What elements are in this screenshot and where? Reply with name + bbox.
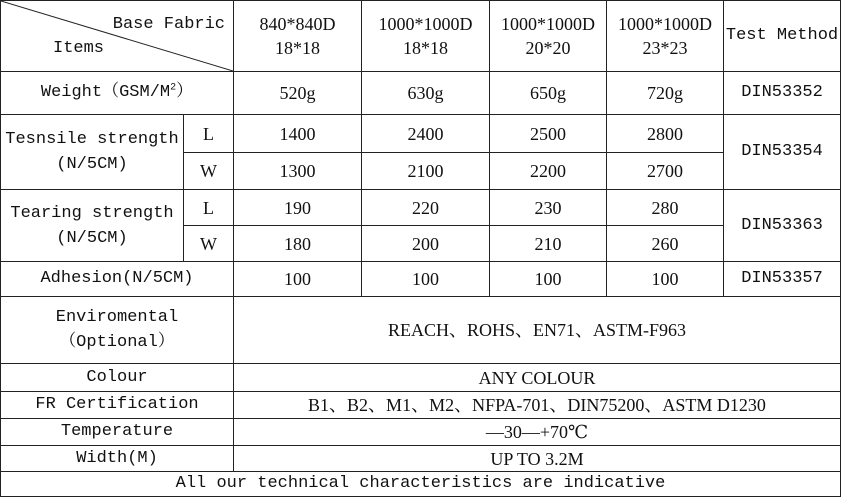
- colour-value: ANY COLOUR: [234, 364, 841, 392]
- temperature-value: —30—+70℃: [234, 419, 841, 446]
- weight-row: [1, 72, 841, 115]
- adhesion-value: 100: [490, 262, 607, 297]
- weight-value: 720g: [607, 72, 724, 115]
- items-label: Items: [53, 39, 105, 58]
- tearing-value: 260: [607, 226, 724, 262]
- tensile-value: 1400: [234, 115, 362, 153]
- width-row: [1, 446, 841, 472]
- column-header-1000d-18: [362, 1, 490, 72]
- tensile-value: 1300: [234, 153, 362, 190]
- base-fabric-label: Base Fabric: [112, 15, 225, 34]
- direction-w: W: [184, 226, 234, 262]
- tensile-method: DIN53354: [724, 115, 841, 190]
- column-header-line2: 18*18: [403, 38, 448, 58]
- adhesion-method: DIN53357: [724, 262, 841, 297]
- weight-method: DIN53352: [724, 72, 841, 115]
- width-label: Width(M): [1, 446, 234, 472]
- tearing-value: 220: [362, 190, 490, 226]
- adhesion-row: [1, 262, 841, 297]
- column-header-line2: 23*23: [642, 38, 688, 58]
- adhesion-value: 100: [234, 262, 362, 297]
- tensile-row-l: [1, 115, 841, 153]
- weight-label: $Weight(GSM/M^2)$: [1, 72, 234, 115]
- direction-l: L: [184, 190, 234, 226]
- tensile-value: 2200: [490, 153, 607, 190]
- column-header-840d: [234, 1, 362, 72]
- tearing-value: 280: [607, 190, 724, 226]
- tearing-value: 210: [490, 226, 607, 262]
- tearing-method: DIN53363: [724, 190, 841, 262]
- tensile-value: 2500: [490, 115, 607, 153]
- weight-value: 630g: [362, 72, 490, 115]
- fr-certification-label: FR Certification: [1, 392, 234, 419]
- tearing-row-l: [1, 190, 841, 226]
- tensile-label: Tesnsile strength (N/5CM): [1, 115, 184, 190]
- tearing-value: 230: [490, 190, 607, 226]
- header-corner-cell: [1, 1, 234, 72]
- superscript-2: 2: [170, 82, 177, 94]
- header-row: [1, 1, 841, 72]
- test-method-header: Test Method: [724, 1, 841, 72]
- footer-row: [1, 472, 841, 497]
- adhesion-label: Adhesion(N/5CM): [1, 262, 234, 297]
- tensile-value: 2700: [607, 153, 724, 190]
- column-header-line2: 20*20: [525, 38, 571, 58]
- column-header-line1: 1000*1000D: [618, 14, 712, 34]
- direction-l: L: [184, 115, 234, 153]
- indicative-note: All our technical characteristics are indicative: [1, 472, 841, 497]
- fr-certification-row: [1, 392, 841, 419]
- column-header-line2: 18*18: [275, 38, 320, 58]
- weight-value: 520g: [234, 72, 362, 115]
- tensile-value: 2100: [362, 153, 490, 190]
- tearing-value: 190: [234, 190, 362, 226]
- colour-label: Colour: [1, 364, 234, 392]
- width-value: UP TO 3.2M: [234, 446, 841, 472]
- adhesion-value: 100: [362, 262, 490, 297]
- temperature-label: Temperature: [1, 419, 234, 446]
- column-header-line1: 1000*1000D: [501, 14, 595, 34]
- tensile-value: 2800: [607, 115, 724, 153]
- adhesion-value: 100: [607, 262, 724, 297]
- tearing-label: Tearing strength (N/5CM): [1, 190, 184, 262]
- fr-certification-value: B1、B2、M1、M2、NFPA-701、DIN75200、ASTM D1230: [234, 392, 841, 419]
- environmental-row: [1, 297, 841, 364]
- tensile-value: 2400: [362, 115, 490, 153]
- tearing-value: 180: [234, 226, 362, 262]
- weight-value: 650g: [490, 72, 607, 115]
- column-header-line1: 1000*1000D: [378, 14, 473, 34]
- environmental-label: Enviromental （Optional）: [1, 297, 234, 364]
- tearing-value: 200: [362, 226, 490, 262]
- environmental-value: REACH、ROHS、EN71、ASTM-F963: [234, 297, 841, 364]
- column-header-line1: 840*840D: [259, 14, 336, 34]
- direction-w: W: [184, 153, 234, 190]
- column-header-1000d-20: [490, 1, 607, 72]
- column-header-1000d-23: [607, 1, 724, 72]
- temperature-row: [1, 419, 841, 446]
- colour-row: [1, 364, 841, 392]
